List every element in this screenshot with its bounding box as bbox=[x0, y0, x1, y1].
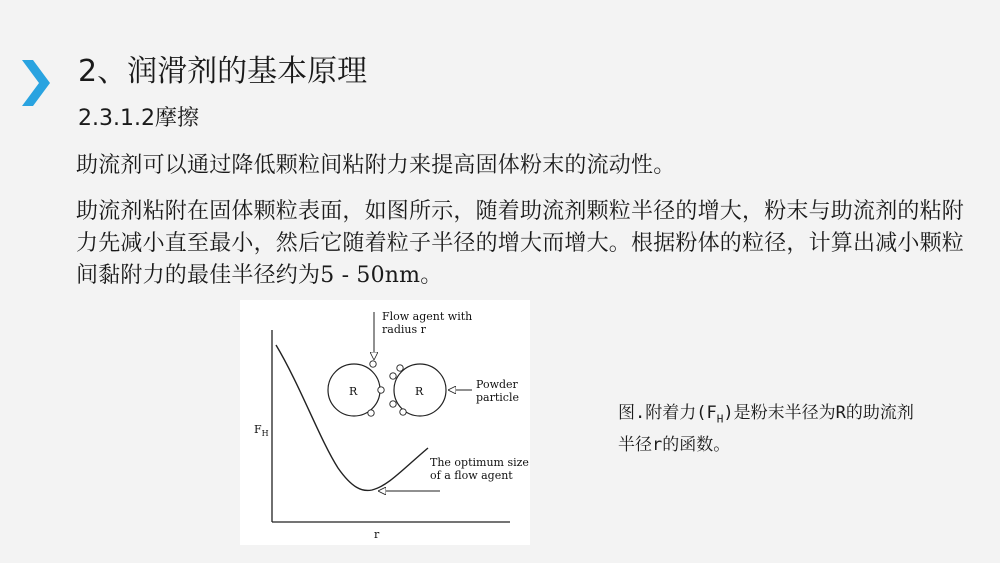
adhesion-curve bbox=[276, 345, 428, 490]
optimum-label-2: of a flow agent bbox=[430, 469, 513, 482]
adhesion-figure bbox=[240, 300, 530, 545]
x-axis-label: r bbox=[374, 528, 380, 541]
powder-label-2: particle bbox=[476, 391, 519, 404]
slide-title: 2、润滑剂的基本原理 bbox=[78, 54, 368, 89]
particle-left-label: R bbox=[349, 385, 358, 398]
flow-agent-label-1: Flow agent with bbox=[382, 310, 473, 323]
powder-label-1: Powder bbox=[476, 378, 518, 391]
particle-right-label: R bbox=[415, 385, 424, 398]
optimum-label-1: The optimum size bbox=[430, 456, 529, 469]
flow-agent-label-2: radius r bbox=[382, 323, 426, 336]
slide-subtitle: 2.3.1.2摩擦 bbox=[78, 106, 199, 131]
paragraph-2: 助流剂粘附在固体颗粒表面，如图所示，随着助流剂颗粒半径的增大，粉末与助流剂的粘附力先减小直至最小，然后它随着粒子半径的增大而增大。根据粉体的粒径，计算出减小颗粒间黏附力的最佳半径约为5 - 50nm。 bbox=[76, 199, 965, 288]
chevron-right-icon bbox=[22, 60, 50, 106]
paragraph-1: 助流剂可以通过降低颗粒间粘附力来提高固体粉末的流动性。 bbox=[76, 153, 676, 178]
figure-caption: 图.附着力$(F_H)$是粉末半径为R的助流剂半径r的函数。 bbox=[618, 403, 914, 456]
y-axis-label: $F_H$ bbox=[254, 423, 269, 438]
